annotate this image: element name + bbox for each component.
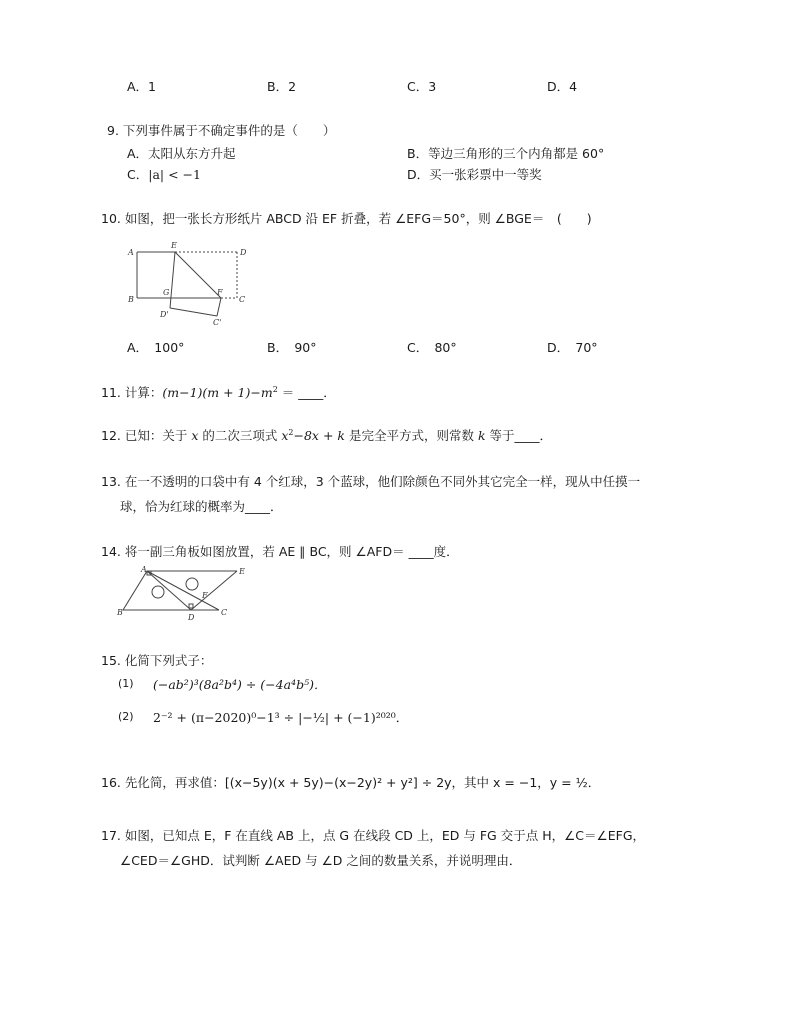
q12-var-k: k — [477, 428, 486, 443]
q17-line2: ∠CED＝∠GHD．试判断 ∠AED 与 ∠D 之间的数量关系，并说明理由． — [120, 853, 522, 868]
q10-label-g: G — [163, 288, 170, 297]
q12 — [101, 426, 552, 444]
q12-mid: 的二次三项式 — [198, 428, 282, 443]
q14-label-e: E — [239, 567, 245, 576]
q17-line1: 17. 如图，已知点 E，F 在直线 AB 上，点 G 在线段 CD 上，ED 与 FG 交于点 H，∠C＝∠EFG， — [101, 828, 646, 843]
q10-label-b: B — [128, 295, 134, 304]
q12-expr-rest: −8x + k — [293, 428, 345, 443]
q12-expr-base: x — [281, 428, 289, 443]
q15-part1-label: (1) — [118, 677, 134, 690]
q11-tail: ＝ ____． — [277, 385, 336, 400]
q8-option-b: B．2 — [267, 79, 297, 94]
q12-tail: 等于____． — [485, 428, 552, 443]
q14-label-d: D — [188, 613, 195, 622]
q9-option-d: D．买一张彩票中一等奖 — [407, 167, 542, 182]
q9-stem: 9. 下列事件属于不确定事件的是（ ） — [107, 123, 336, 138]
q9-option-a: A．太阳从东方升起 — [127, 146, 236, 161]
q16-text: 16. 先化简，再求值：[(x−5y)(x + 5y)−(x−2y)² + y²] ÷ 2y，其中 x = −1，y = ½． — [101, 775, 601, 790]
q14-label-f: F — [202, 591, 208, 600]
q10-label-e: E — [171, 241, 177, 250]
q14-stem: 14. 将一副三角板如图放置，若 AE ∥ BC，则 ∠AFD＝ ____度． — [101, 544, 459, 559]
q14-label-a: A — [141, 565, 147, 574]
q13-line1: 13. 在一不透明的口袋中有 4 个红球，3 个蓝球，他们除颜色不同外其它完全一样，现从中任摸一 — [101, 474, 641, 489]
q9-option-c — [127, 165, 201, 183]
q12-mid2: 是完全平方式，则常数 — [344, 428, 478, 443]
q10-option-b: B． 90° — [267, 340, 317, 355]
q12-var-x: x — [191, 428, 199, 443]
q10-label-c: C — [239, 295, 246, 304]
q10-label-d: D — [240, 248, 247, 257]
q11 — [101, 383, 336, 401]
q10-label-f: F — [217, 288, 223, 297]
q10-option-c: C． 80° — [407, 340, 457, 355]
q13-line2: 球，恰为红球的概率为____． — [120, 499, 283, 514]
q15-part2-label: (2) — [118, 710, 134, 723]
q11-exponent: 2 — [272, 384, 278, 394]
q12-prefix: 12. 已知：关于 — [101, 428, 192, 443]
q14-triangle-figure — [115, 563, 255, 623]
q10-label-c-prime: C' — [213, 318, 222, 327]
q10-option-d: D． 70° — [547, 340, 598, 355]
q15-part1-expr: (−ab²)³(8a²b⁴) ÷ (−4a⁴b⁵)． — [153, 677, 327, 692]
q14-label-b: B — [117, 608, 123, 617]
q12-expr-exp: 2 — [288, 427, 294, 437]
q8-option-c: C．3 — [407, 79, 437, 94]
q10-label-d-prime: D' — [160, 310, 169, 319]
q8-option-a: A．1 — [127, 79, 157, 94]
q11-prefix: 11. 计算： — [101, 385, 163, 400]
q11-expr: (m−1)(m + 1)−m — [162, 385, 273, 400]
q10-fold-figure — [125, 240, 255, 330]
q8-option-d: D．4 — [547, 79, 578, 94]
q15-title: 15. 化简下列式子： — [101, 653, 213, 668]
q10-stem: 10. 如图，把一张长方形纸片 ABCD 沿 EF 折叠，若 ∠EFG＝50°，则 ∠BGE＝ ( ) — [101, 211, 592, 226]
q9-option-b: B．等边三角形的三个内角都是 60° — [407, 146, 605, 161]
q9-option-c-label: C． — [127, 167, 149, 182]
q15-part2-expr: 2⁻² + (π−2020)⁰−1³ ÷ |−½| + (−1)²⁰²⁰． — [153, 710, 409, 725]
q9-option-c-math: |a| < −1 — [148, 167, 201, 182]
q10-option-a: A． 100° — [127, 340, 185, 355]
q10-label-a: A — [128, 248, 134, 257]
q14-label-c: C — [221, 608, 228, 617]
